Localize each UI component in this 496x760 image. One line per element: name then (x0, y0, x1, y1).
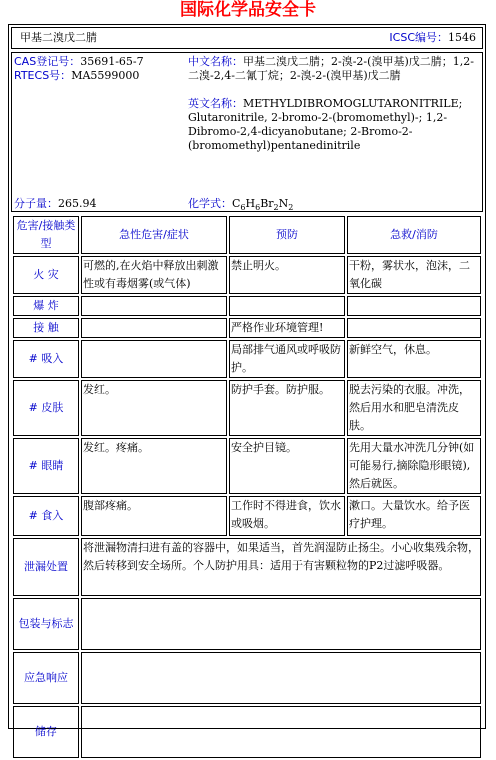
cell-hazard: 腹部疼痛。 (81, 496, 227, 536)
safety-card (8, 24, 486, 738)
cell-prevention: 禁止明火。 (229, 256, 345, 294)
chemical-name: 甲基二溴戊二腈 (20, 31, 97, 44)
header-acute-hazard: 急性危害/症状 (81, 216, 227, 254)
cell-aid (347, 318, 481, 338)
cell-hazard: 发红。 (81, 380, 227, 436)
row-label-contact: 接 触 (13, 318, 79, 338)
cell-hazard (81, 296, 227, 316)
cell-aid: 新鲜空气，休息。 (347, 340, 481, 378)
card-title: 国际化学品安全卡 (180, 0, 316, 20)
cell-prevention: 局部排气通风或呼吸防护。 (229, 340, 345, 378)
cell-aid: 漱口。大量饮水。给予医疗护理。 (347, 496, 481, 536)
cell-prevention: 工作时不得进食，饮水或吸烟。 (229, 496, 345, 536)
icsc-number (389, 28, 476, 48)
table-row (13, 380, 481, 436)
table-row (13, 438, 481, 494)
table-row (13, 256, 481, 294)
chinese-name (188, 55, 480, 83)
header-first-aid: 急救/消防 (347, 216, 481, 254)
rtecs-label: RTECS号： (14, 69, 72, 82)
cn-name-value: 甲基二溴戊二腈；2-溴-2-(溴甲基)戊二腈；1,2-二溴-2,4-二氰丁烷；2-溴-2-(溴甲基)戊二腈 (188, 55, 474, 82)
row-label-fire: 火 灾 (13, 256, 79, 294)
icsc-label: ICSC编号： (389, 31, 448, 44)
icsc-value: 1546 (448, 31, 476, 44)
cell-hazard: 可燃的,在火焰中释放出刺激性或有毒烟雾(或气体) (81, 256, 227, 294)
cell-aid: 干粉，雾状水，泡沫，二氧化碳 (347, 256, 481, 294)
formula-row (188, 197, 293, 215)
mw-value: 265.94 (58, 197, 97, 210)
row-label-inhalation: # 吸入 (13, 340, 79, 378)
storage-text (81, 706, 481, 758)
formula-value: $C_6H_6Br_2N_2$ (232, 197, 294, 213)
cell-aid: 先用大量水冲洗几分钟(如可能易行,摘除隐形眼镜),然后就医。 (347, 438, 481, 494)
row-label-packaging: 包装与标志 (13, 598, 79, 650)
table-row (13, 496, 481, 536)
cell-prevention: 严格作业环境管理! (229, 318, 345, 338)
table-row (13, 706, 481, 758)
cn-name-label: 中文名称： (188, 55, 243, 68)
english-name (188, 97, 480, 153)
table-row (13, 318, 481, 338)
table-row (13, 598, 481, 650)
table-row (13, 538, 481, 596)
cell-hazard: 发红。疼痛。 (81, 438, 227, 494)
molecular-weight-row (14, 197, 97, 211)
names-block (188, 55, 480, 153)
rtecs-value: MA5599000 (71, 69, 140, 82)
mw-label: 分子量： (14, 197, 58, 210)
row-label-explosion: 爆 炸 (13, 296, 79, 316)
card-header (11, 27, 483, 49)
cas-label: CAS登记号： (14, 55, 81, 68)
cell-prevention: 安全护目镜。 (229, 438, 345, 494)
row-label-storage: 储存 (13, 706, 79, 758)
cas-row (14, 55, 186, 69)
table-header-row (13, 216, 481, 254)
cas-value: 35691-65-7 (80, 55, 144, 68)
spill-text: 将泄漏物清扫进有盖的容器中，如果适当，首先润湿防止扬尘。小心收集残余物，然后转移到安全场所。个人防护用具：适用于有害颗粒物的P2过滤呼吸器。 (81, 538, 481, 596)
emergency-text (81, 652, 481, 704)
table-row (13, 296, 481, 316)
table-row (13, 340, 481, 378)
header-prevention: 预防 (229, 216, 345, 254)
rtecs-row (14, 69, 186, 83)
cell-prevention: 防护手套。防护服。 (229, 380, 345, 436)
row-label-ingestion: # 食入 (13, 496, 79, 536)
cell-prevention (229, 296, 345, 316)
en-name-label: 英文名称： (188, 97, 243, 110)
hazard-table (11, 214, 483, 760)
header-hazard-type: 危害/接触类型 (13, 216, 79, 254)
formula-label: 化学式： (188, 197, 232, 210)
cell-hazard (81, 318, 227, 338)
cell-hazard (81, 340, 227, 378)
en-name-value: METHYLDIBROMOGLUTARONITRILE; Glutaronitrile, 2-bromo-2-(bromomethyl)-; 1,2-Dibromo-2,4-dicyanobutane; 2-Bromo-2-(bromomethyl)pentanedinitrile (188, 97, 463, 152)
row-label-skin: # 皮肤 (13, 380, 79, 436)
registry-numbers (14, 55, 186, 83)
row-label-spill: 泄漏处置 (13, 538, 79, 596)
row-label-eyes: # 眼睛 (13, 438, 79, 494)
row-label-emergency: 应急响应 (13, 652, 79, 704)
cell-aid (347, 296, 481, 316)
identification-block (11, 52, 483, 212)
cell-aid: 脱去污染的衣服。冲洗，然后用水和肥皂清洗皮肤。 (347, 380, 481, 436)
table-row (13, 652, 481, 704)
packaging-text (81, 598, 481, 650)
